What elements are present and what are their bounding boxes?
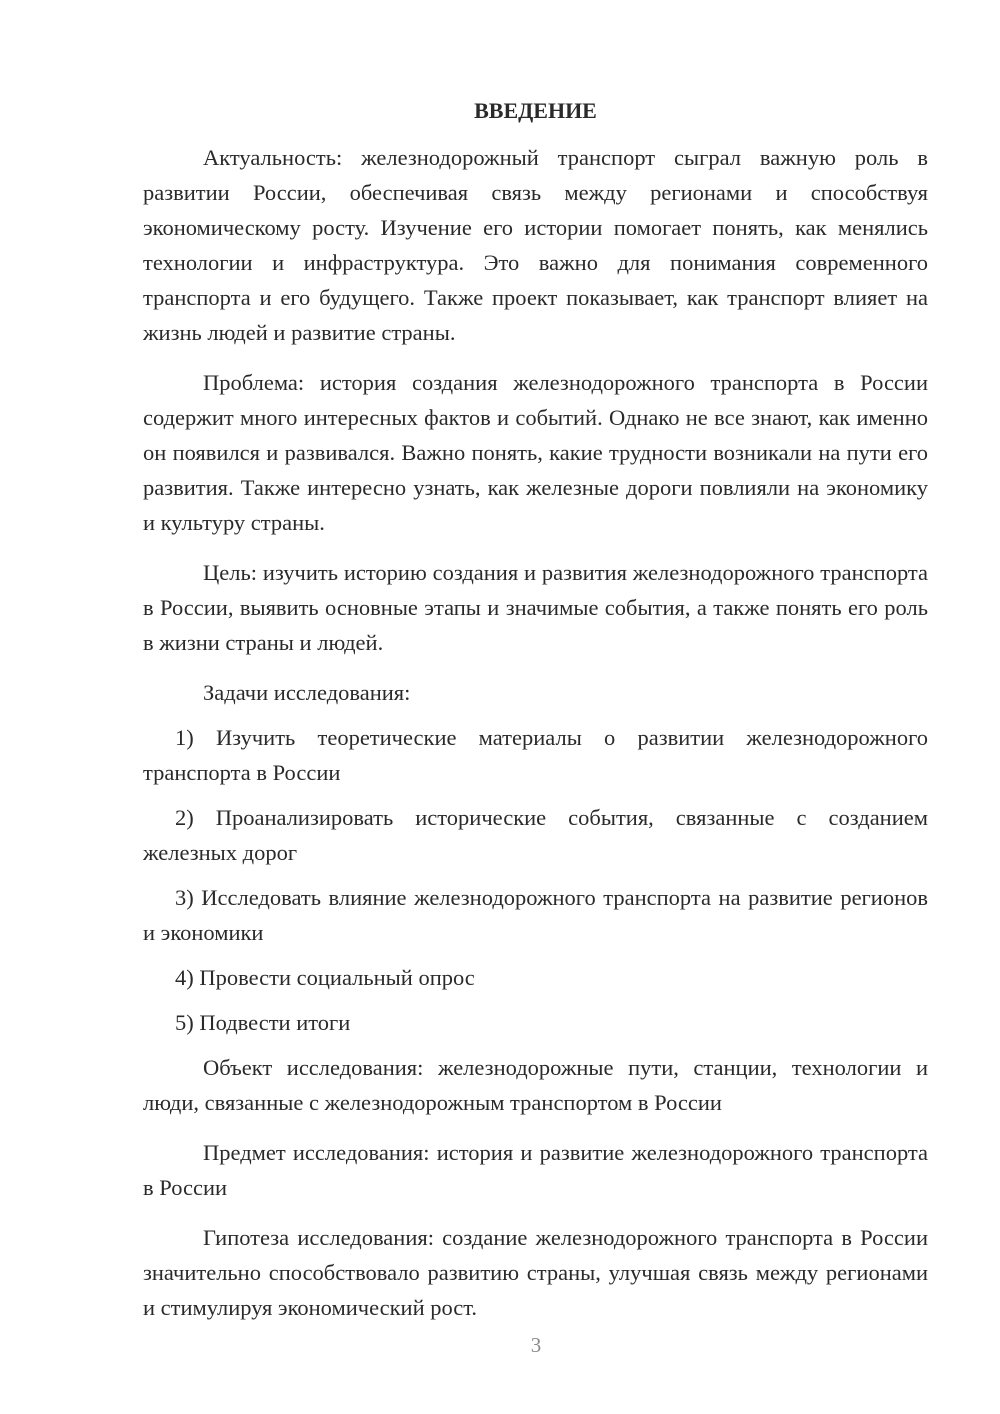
task-item-1: 1) Изучить теоретические материалы о развитии железнодорожного транспорта в России — [143, 725, 928, 785]
paragraph-hypothesis: Гипотеза исследования: создание железнодорожного транспорта в России значительно способствовало развитию страны, улучшая связь между регионами и стимулируя экономический рост. — [143, 1225, 928, 1320]
page-title: ВВЕДЕНИЕ — [474, 98, 597, 123]
paragraph-goal: Цель: изучить историю создания и развития железнодорожного транспорта в России, выявить основные этапы и значимые события, а также понять его роль в жизни страны и людей. — [143, 560, 928, 655]
task-item-3: 3) Исследовать влияние железнодорожного транспорта на развитие регионов и экономики — [143, 885, 928, 945]
paragraph-problem: Проблема: история создания железнодорожного транспорта в России содержит много интересных фактов и событий. Однако не все знают, как именно он появился и развивался. Важно понять, какие трудности возникали на пути его развития. Также интересно узнать, как железные дороги повлияли на экономику и культуру страны. — [143, 370, 928, 535]
page-number: 3 — [530, 1333, 542, 1357]
page-content — [143, 96, 928, 1340]
paragraph-relevance: Актуальность: железнодорожный транспорт сыграл важную роль в развитии России, обеспечивая связь между регионами и способствуя экономическому росту. Изучение его истории помогает понять, как менялись технологии и инфраструктура. Это важно для понимания современного транспорта и его будущего. Также проект показывает, как транспорт влияет на жизнь людей и развитие страны. — [143, 145, 928, 345]
paragraph-subject: Предмет исследования: история и развитие железнодорожного транспорта в России — [143, 1140, 928, 1200]
task-item-4: 4) Провести социальный опрос — [175, 965, 475, 990]
task-item-2: 2) Проанализировать исторические события, связанные с созданием железных дорог — [143, 805, 928, 865]
paragraph-object: Объект исследования: железнодорожные пути, станции, технологии и люди, связанные с железнодорожным транспортом в России — [143, 1055, 928, 1115]
task-item-5: 5) Подвести итоги — [175, 1010, 351, 1035]
tasks-heading: Задачи исследования: — [203, 680, 411, 705]
